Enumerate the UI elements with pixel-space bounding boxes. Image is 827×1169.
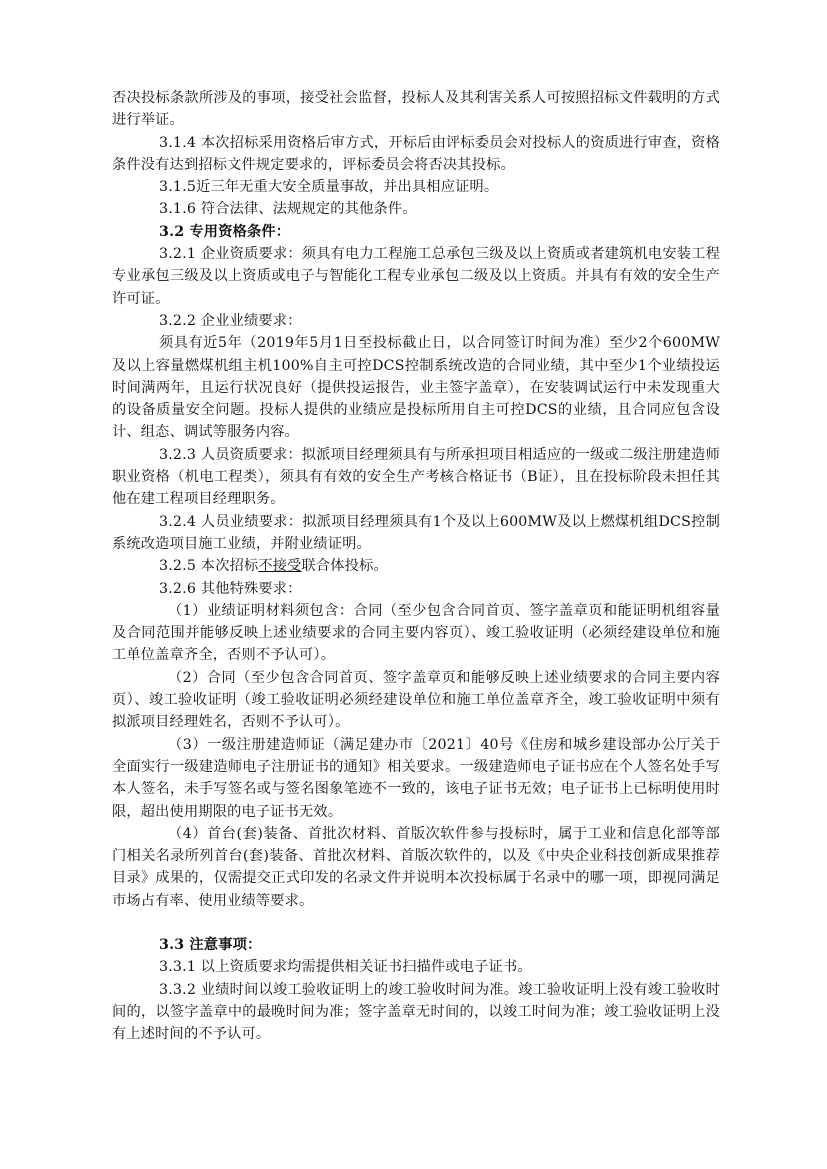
special-requirement-1: （1）业绩证明材料须包含：合同（至少包含合同首页、签字盖章页和能证明机组容量及合同范围并能够反映上述业绩要求的合同主要内容页）、竣工验收证明（必须经建设单位和施工单位盖章齐全，否则不予认可）。: [112, 602, 720, 664]
document-body: [112, 87, 720, 1045]
section-heading-3-2: 3.2 专用资格条件：: [159, 223, 291, 240]
special-requirement-3: （3）一级注册建造师证（满足建办市〔2021〕40号《住房和城乡建设部办公厅关于全面实行一级建造师电子注册证书的通知》相关要求。一级建造师电子证书应在个人签名处手写本人签名，未手写签名或与签名图象笔迹不一致的，该电子证书无效；电子证书上已标明使用时限，超出使用期限的电子证书无效。: [112, 736, 720, 820]
clause-3-3-1: 3.3.1 以上资质要求均需提供相关证书扫描件或电子证书。: [159, 959, 532, 976]
clause-3-3-2: 3.3.2 业绩时间以竣工验收证明上的竣工验收时间为准。竣工验收证明上没有竣工验收时间的，以签字盖章中的最晚时间为准；签字盖章无时间的，以竣工时间为准；竣工验收证明上没有上述时间的不予认可。: [112, 981, 720, 1043]
spacer: [112, 912, 720, 934]
clause-3-2-5-prefix: 3.2.5 本次招标: [159, 558, 259, 575]
special-requirement-2: （2）合同（至少包含合同首页、签字盖章页和能够反映上述业绩要求的合同主要内容页）、竣工验收证明（竣工验收证明必须经建设单位和施工单位盖章齐全，竣工验收证明中须有拟派项目经理姓名，否则不予认可）。: [112, 669, 720, 731]
section-heading-3-3: 3.3 注意事项：: [159, 936, 262, 953]
clause-3-2-3: 3.2.3 人员资质要求：拟派项目经理须具有与所承担项目相适应的一级或二级注册建造师职业资格（机电工程类），须具有有效的安全生产考核合格证书（B证），且在投标阶段未担任其他在建工程项目经理职务。: [112, 446, 720, 508]
paragraph-continuation: 否决投标条款所涉及的事项，接受社会监督，投标人及其利害关系人可按照招标文件载明的方式进行举证。: [112, 90, 720, 129]
clause-3-2-2: 3.2.2 企业业绩要求：: [159, 312, 302, 329]
clause-3-2-2-detail: 须具有近5年（2019年5月1日至投标截止日，以合同签订时间为准）至少2个600MW及以上容量燃煤机组主机100%自主可控DCS控制系统改造的合同业绩，其中至少1个业绩投运时间满两年，且运行状况良好（提供投运报告，业主签字盖章），在安装调试运行中未发现重大的设备质量安全问题。投标人提供的业绩应是投标所用自主可控DCS的业绩，且合同应包含设计、组态、调试等服务内容。: [112, 335, 720, 441]
clause-3-1-6: 3.1.6 符合法律、法规规定的其他条件。: [159, 201, 417, 218]
clause-3-2-5: [112, 555, 720, 577]
clause-3-2-4: 3.2.4 人员业绩要求：拟派项目经理须具有1个及以上600MW及以上燃煤机组DCS控制系统改造项目施工业绩，并附业绩证明。: [112, 513, 720, 552]
clause-3-2-5-underlined: 不接受: [258, 558, 302, 575]
clause-3-2-6: 3.2.6 其他特殊要求：: [159, 580, 302, 597]
clause-3-1-5: 3.1.5近三年无重大安全质量事故，并出具相应证明。: [159, 179, 499, 196]
clause-3-1-4: 3.1.4 本次招标采用资格后审方式，开标后由评标委员会对投标人的资质进行审查，资格条件没有达到招标文件规定要求的，评标委员会将否决其投标。: [112, 134, 720, 173]
special-requirement-4: （4）首台(套)装备、首批次材料、首版次软件参与投标时，属于工业和信息化部等部门相关名录所列首台(套)装备、首批次材料、首版次软件的，以及《中央企业科技创新成果推荐目录》成果的，仅需提交正式印发的名录文件并说明本次投标属于名录中的哪一项，即视同满足市场占有率、使用业绩等要求。: [112, 825, 720, 909]
clause-3-2-5-suffix: 联合体投标。: [301, 558, 388, 575]
clause-3-2-1: 3.2.1 企业资质要求：须具有电力工程施工总承包三级及以上资质或者建筑机电安装工程专业承包三级及以上资质或电子与智能化工程专业承包二级及以上资质。并具有有效的安全生产许可证。: [112, 246, 720, 307]
